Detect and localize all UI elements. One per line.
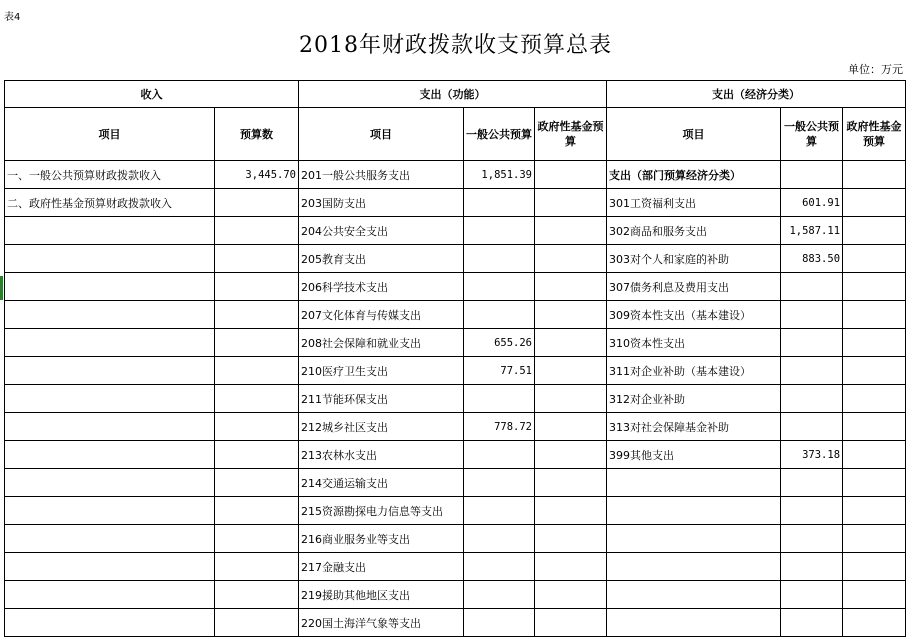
econ-item-header: 项目 — [607, 108, 781, 161]
income-item-cell[interactable] — [5, 497, 215, 525]
table-row — [5, 245, 906, 273]
income-item-cell[interactable]: 二、政府性基金预算财政拨款收入 — [5, 189, 215, 217]
func-item-cell[interactable]: 219援助其他地区支出 — [299, 581, 464, 609]
econ-fund-cell[interactable] — [843, 217, 906, 245]
func-item-cell[interactable]: 210医疗卫生支出 — [299, 357, 464, 385]
func-fund-cell[interactable] — [535, 441, 607, 469]
econ-general-cell[interactable] — [781, 469, 843, 497]
econ-item-cell[interactable]: 313对社会保障基金补助 — [607, 413, 781, 441]
econ-general-cell[interactable]: 373.18 — [781, 441, 843, 469]
econ-item-cell[interactable]: 302商品和服务支出 — [607, 217, 781, 245]
table-row — [5, 525, 906, 553]
func-item-cell[interactable]: 204公共安全支出 — [299, 217, 464, 245]
income-item-cell[interactable] — [5, 413, 215, 441]
func-general-cell[interactable] — [464, 469, 535, 497]
income-budget-cell[interactable] — [215, 469, 299, 497]
income-item-cell[interactable] — [5, 609, 215, 637]
econ-general-cell[interactable] — [781, 553, 843, 581]
econ-fund-cell[interactable] — [843, 329, 906, 357]
econ-item-cell[interactable]: 399其他支出 — [607, 441, 781, 469]
econ-fund-cell[interactable] — [843, 273, 906, 301]
func-item-cell[interactable]: 212城乡社区支出 — [299, 413, 464, 441]
table-row — [5, 441, 906, 469]
econ-item-cell[interactable]: 311对企业补助（基本建设） — [607, 357, 781, 385]
econ-fund-cell[interactable] — [843, 441, 906, 469]
func-fund-cell[interactable] — [535, 161, 607, 189]
econ-item-cell[interactable]: 307债务利息及费用支出 — [607, 273, 781, 301]
income-budget-cell[interactable] — [215, 385, 299, 413]
table-row — [5, 469, 906, 497]
econ-general-cell[interactable] — [781, 357, 843, 385]
header-row-group — [5, 81, 906, 108]
table-row — [5, 161, 906, 189]
econ-item-cell[interactable]: 301工资福利支出 — [607, 189, 781, 217]
func-general-cell[interactable] — [464, 385, 535, 413]
econ-fund-cell[interactable] — [843, 357, 906, 385]
income-item-cell[interactable] — [5, 525, 215, 553]
econ-general-cell[interactable] — [781, 161, 843, 189]
func-item-cell[interactable]: 213农林水支出 — [299, 441, 464, 469]
func-group-header: 支出（功能） — [299, 81, 607, 108]
func-general-header: 一般公共预算 — [464, 108, 535, 161]
econ-fund-cell[interactable] — [843, 161, 906, 189]
func-general-cell[interactable]: 778.72 — [464, 413, 535, 441]
income-budget-cell[interactable] — [215, 525, 299, 553]
income-budget-cell[interactable] — [215, 441, 299, 469]
func-item-cell[interactable]: 205教育支出 — [299, 245, 464, 273]
func-general-cell[interactable] — [464, 273, 535, 301]
income-budget-cell[interactable] — [215, 329, 299, 357]
econ-item-cell[interactable]: 310资本性支出 — [607, 329, 781, 357]
func-item-cell[interactable]: 208社会保障和就业支出 — [299, 329, 464, 357]
func-fund-cell[interactable] — [535, 273, 607, 301]
func-fund-header: 政府性基金预算 — [535, 108, 607, 161]
func-item-cell[interactable]: 214交通运输支出 — [299, 469, 464, 497]
table-row — [5, 329, 906, 357]
func-item-cell[interactable]: 215资源勘探电力信息等支出 — [299, 497, 464, 525]
func-fund-cell[interactable] — [535, 301, 607, 329]
econ-fund-cell[interactable] — [843, 497, 906, 525]
func-fund-cell[interactable] — [535, 357, 607, 385]
func-general-cell[interactable] — [464, 189, 535, 217]
income-item-cell[interactable] — [5, 581, 215, 609]
table-row — [5, 609, 906, 637]
econ-item-cell[interactable] — [607, 469, 781, 497]
econ-item-cell[interactable]: 309资本性支出（基本建设） — [607, 301, 781, 329]
func-fund-cell[interactable] — [535, 245, 607, 273]
income-budget-cell[interactable] — [215, 581, 299, 609]
func-general-cell[interactable] — [464, 497, 535, 525]
econ-item-cell[interactable]: 支出（部门预算经济分类） — [607, 161, 781, 189]
income-budget-cell[interactable] — [215, 553, 299, 581]
table-row — [5, 217, 906, 245]
income-item-cell[interactable] — [5, 441, 215, 469]
econ-general-cell[interactable] — [781, 525, 843, 553]
income-budget-cell[interactable] — [215, 357, 299, 385]
income-item-header: 项目 — [5, 108, 215, 161]
func-fund-cell[interactable] — [535, 413, 607, 441]
budget-table — [4, 80, 906, 637]
header-row-columns — [5, 108, 906, 161]
econ-fund-cell[interactable] — [843, 553, 906, 581]
func-general-cell[interactable] — [464, 245, 535, 273]
income-item-cell[interactable]: 一、一般公共预算财政拨款收入 — [5, 161, 215, 189]
income-group-header: 收入 — [5, 81, 299, 108]
table-row — [5, 189, 906, 217]
econ-item-cell[interactable] — [607, 581, 781, 609]
func-fund-cell[interactable] — [535, 609, 607, 637]
func-fund-cell[interactable] — [535, 189, 607, 217]
econ-fund-cell[interactable] — [843, 301, 906, 329]
econ-item-cell[interactable]: 312对企业补助 — [607, 385, 781, 413]
econ-item-cell[interactable]: 303对个人和家庭的补助 — [607, 245, 781, 273]
econ-general-cell[interactable] — [781, 581, 843, 609]
econ-fund-cell[interactable] — [843, 469, 906, 497]
econ-general-cell[interactable]: 1,587.11 — [781, 217, 843, 245]
func-fund-cell[interactable] — [535, 329, 607, 357]
econ-fund-cell[interactable] — [843, 525, 906, 553]
income-item-cell[interactable] — [5, 469, 215, 497]
econ-item-cell[interactable] — [607, 497, 781, 525]
table-row — [5, 273, 906, 301]
income-budget-cell[interactable] — [215, 413, 299, 441]
page-title: 2018年财政拨款收支预算总表 — [299, 33, 612, 58]
econ-general-cell[interactable] — [781, 301, 843, 329]
func-item-header: 项目 — [299, 108, 464, 161]
func-general-cell[interactable] — [464, 553, 535, 581]
income-budget-cell[interactable] — [215, 217, 299, 245]
econ-fund-cell[interactable] — [843, 385, 906, 413]
income-budget-cell[interactable] — [215, 609, 299, 637]
econ-general-cell[interactable] — [781, 329, 843, 357]
func-fund-cell[interactable] — [535, 497, 607, 525]
func-fund-cell[interactable] — [535, 525, 607, 553]
table-row — [5, 553, 906, 581]
income-item-cell[interactable] — [5, 553, 215, 581]
income-item-cell[interactable] — [5, 301, 215, 329]
func-general-cell[interactable]: 655.26 — [464, 329, 535, 357]
econ-group-header: 支出（经济分类） — [607, 81, 906, 108]
econ-fund-cell[interactable] — [843, 245, 906, 273]
func-item-cell[interactable]: 211节能环保支出 — [299, 385, 464, 413]
econ-general-cell[interactable]: 601.91 — [781, 189, 843, 217]
func-general-cell[interactable] — [464, 217, 535, 245]
income-budget-cell[interactable] — [215, 497, 299, 525]
func-general-cell[interactable]: 77.51 — [464, 357, 535, 385]
func-general-cell[interactable]: 1,851.39 — [464, 161, 535, 189]
econ-general-cell[interactable] — [781, 497, 843, 525]
income-budget-cell[interactable]: 3,445.70 — [215, 161, 299, 189]
func-item-cell[interactable]: 203国防支出 — [299, 189, 464, 217]
income-item-cell[interactable] — [5, 217, 215, 245]
func-item-cell[interactable]: 201一般公共服务支出 — [299, 161, 464, 189]
income-item-cell[interactable] — [5, 273, 215, 301]
func-item-cell[interactable]: 220国土海洋气象等支出 — [299, 609, 464, 637]
income-budget-cell[interactable] — [215, 273, 299, 301]
econ-general-cell[interactable] — [781, 273, 843, 301]
econ-general-header: 一般公共预算 — [781, 108, 843, 161]
func-general-cell[interactable] — [464, 581, 535, 609]
sheet-label: 表4 — [4, 12, 21, 23]
table-row — [5, 497, 906, 525]
table-row — [5, 581, 906, 609]
econ-fund-cell[interactable] — [843, 609, 906, 637]
func-fund-cell[interactable] — [535, 553, 607, 581]
econ-item-cell[interactable] — [607, 525, 781, 553]
income-budget-cell[interactable] — [215, 301, 299, 329]
income-item-cell[interactable] — [5, 245, 215, 273]
income-budget-cell[interactable] — [215, 245, 299, 273]
econ-fund-header: 政府性基金预算 — [843, 108, 906, 161]
income-item-cell[interactable] — [5, 385, 215, 413]
econ-general-cell[interactable] — [781, 413, 843, 441]
func-general-cell[interactable] — [464, 609, 535, 637]
table-row — [5, 413, 906, 441]
func-fund-cell[interactable] — [535, 581, 607, 609]
econ-fund-cell[interactable] — [843, 413, 906, 441]
func-general-cell[interactable] — [464, 301, 535, 329]
func-fund-cell[interactable] — [535, 217, 607, 245]
econ-item-cell[interactable] — [607, 609, 781, 637]
func-item-cell[interactable]: 206科学技术支出 — [299, 273, 464, 301]
income-budget-header: 预算数 — [215, 108, 299, 161]
table-row — [5, 385, 906, 413]
func-general-cell[interactable] — [464, 441, 535, 469]
selected-cell-marker — [0, 276, 3, 300]
econ-general-cell[interactable]: 883.50 — [781, 245, 843, 273]
func-item-cell[interactable]: 217金融支出 — [299, 553, 464, 581]
func-fund-cell[interactable] — [535, 469, 607, 497]
econ-general-cell[interactable] — [781, 385, 843, 413]
table-row — [5, 301, 906, 329]
income-item-cell[interactable] — [5, 357, 215, 385]
func-general-cell[interactable] — [464, 525, 535, 553]
unit-label: 单位：万元 — [848, 63, 903, 76]
table-row — [5, 357, 906, 385]
econ-item-cell[interactable] — [607, 553, 781, 581]
econ-general-cell[interactable] — [781, 609, 843, 637]
income-budget-cell[interactable] — [215, 189, 299, 217]
income-item-cell[interactable] — [5, 329, 215, 357]
func-fund-cell[interactable] — [535, 385, 607, 413]
econ-fund-cell[interactable] — [843, 581, 906, 609]
func-item-cell[interactable]: 216商业服务业等支出 — [299, 525, 464, 553]
econ-fund-cell[interactable] — [843, 189, 906, 217]
func-item-cell[interactable]: 207文化体育与传媒支出 — [299, 301, 464, 329]
